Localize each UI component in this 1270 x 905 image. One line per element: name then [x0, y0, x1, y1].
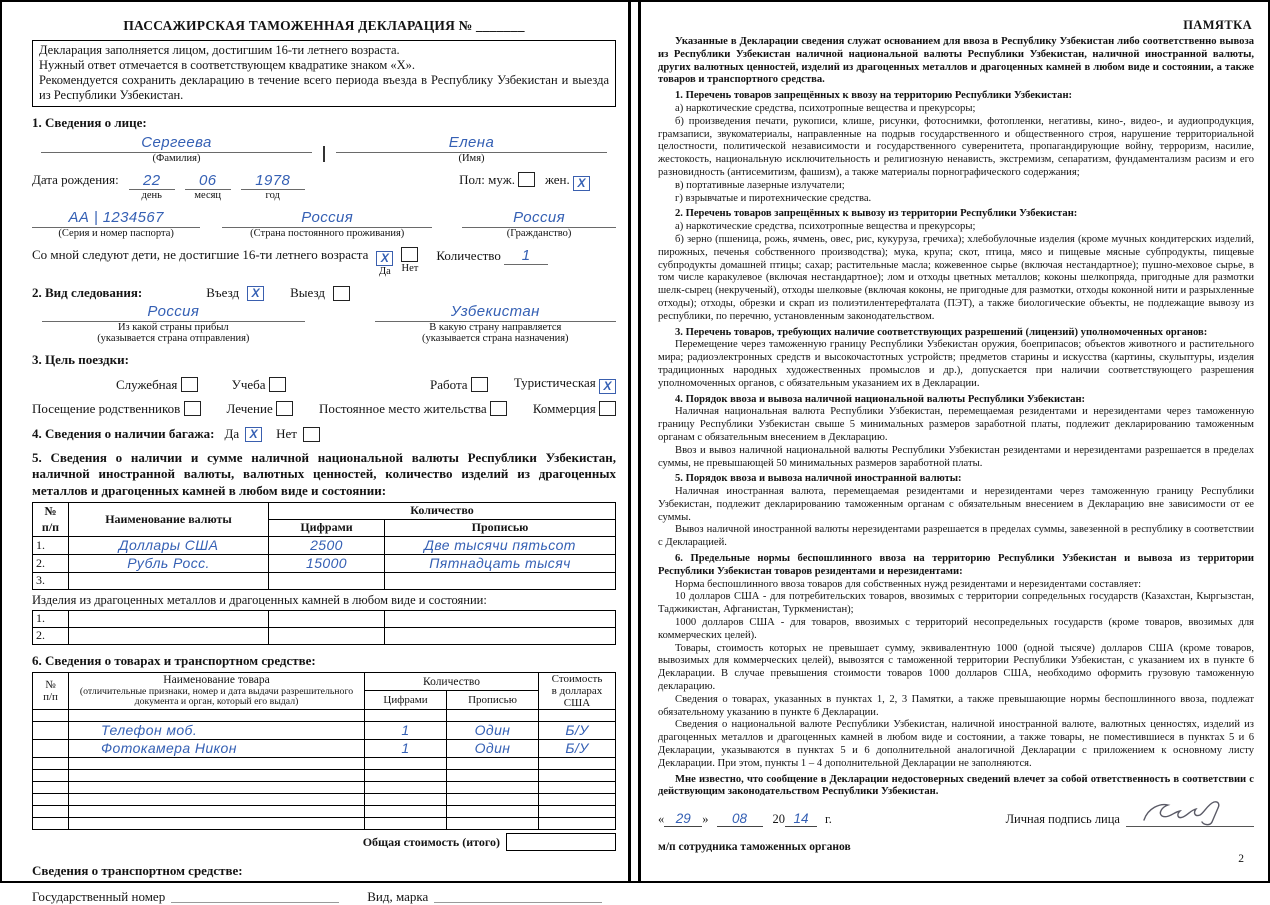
- children-yes: [376, 247, 393, 277]
- goods-words-value[interactable]: Один: [474, 722, 511, 739]
- goods-cell[interactable]: [365, 794, 447, 806]
- goods-cell[interactable]: [539, 818, 616, 830]
- from-country-value[interactable]: Россия: [147, 303, 200, 320]
- section2-row: [32, 285, 616, 301]
- jewelry-label: Изделия из драгоценных металлов и драгоценных камней в любом виде и состоянии:: [32, 592, 487, 607]
- goods-cell[interactable]: [447, 794, 539, 806]
- country-row: [32, 303, 616, 344]
- birth-month-field[interactable]: [185, 172, 231, 201]
- goods-cell[interactable]: [447, 806, 539, 818]
- goods-cell[interactable]: [69, 782, 365, 794]
- row-num: 2.: [33, 554, 69, 572]
- goods-cell[interactable]: [33, 740, 69, 758]
- goods-cell[interactable]: [365, 758, 447, 770]
- name-row: [32, 134, 616, 164]
- goods-cell[interactable]: [365, 806, 447, 818]
- entry-label: Въезд: [206, 285, 240, 300]
- children-label: Со мной следуют дети, не достигшие 16-ти летнего возраста: [32, 247, 369, 262]
- goods-words-cell[interactable]: [447, 722, 539, 740]
- currency-row: [33, 554, 616, 572]
- from-caption2: (указывается страна отправления): [97, 333, 250, 344]
- goods-digits-cell[interactable]: [365, 722, 447, 740]
- passport-value[interactable]: АА | 1234567: [68, 209, 164, 226]
- goods-col-num: № п/п: [33, 672, 69, 709]
- goods-cell[interactable]: [365, 782, 447, 794]
- sex-label: Пол:: [459, 172, 485, 187]
- currency-words-value[interactable]: Две тысячи пятьсот: [424, 536, 576, 553]
- signature-scribble: [1138, 798, 1238, 828]
- date-century: 20: [772, 812, 785, 827]
- jewelry-name-cell[interactable]: [69, 610, 269, 627]
- currency-name-cell[interactable]: [69, 554, 269, 572]
- row-num: 1.: [33, 610, 69, 627]
- goods-row: [33, 740, 616, 758]
- purpose-work-checkbox[interactable]: [471, 377, 488, 392]
- children-yes-checkbox[interactable]: X: [376, 251, 393, 266]
- goods-col-cost: Стоимость в долларах США: [539, 672, 616, 709]
- goods-row: [33, 794, 616, 806]
- memo-item: в) портативные лазерные излучатели;: [675, 179, 845, 191]
- memo-notice: Мне известно, что сообщение в Декларации недостоверных сведений влечет за собой ответственность в соответствии с действующим законодательством Республики Узбекистан.: [658, 773, 1254, 798]
- section3-title: 3. Цель поездки:: [32, 352, 129, 367]
- goods-digits-value[interactable]: 1: [401, 740, 410, 757]
- purpose-relatives-checkbox[interactable]: [184, 401, 201, 416]
- goods-cell[interactable]: [33, 770, 69, 782]
- surname-value[interactable]: Сергеева: [141, 134, 212, 151]
- memo-section2-heading: 2. Перечень товаров запрещённых к вывозу из территории Республики Узбекистан:: [675, 208, 1078, 220]
- memo-section3-heading: 3. Перечень товаров, требующих наличие соответствующих разрешений (лицензий) уполномоченных органов:: [675, 326, 1208, 338]
- citizenship-caption: (Гражданство): [506, 228, 572, 239]
- section5-title: 5. Сведения о наличии и сумме наличной национальной валюты Республики Узбекистан, наличной иностранной валюты, валютных ценностей, количество изделий из драгоценных металлов и драгоценных камней в любом виде и состоянии:: [32, 450, 616, 498]
- goods-cell[interactable]: [539, 806, 616, 818]
- currency-words-value[interactable]: Пятнадцать тысяч: [429, 554, 571, 571]
- passport-row: [32, 209, 616, 239]
- date-year-value[interactable]: 14: [785, 811, 817, 827]
- signature-label: Личная подпись лица: [1005, 812, 1120, 827]
- goods-table: [32, 672, 616, 830]
- firstname-field[interactable]: [327, 134, 616, 164]
- goods-cell[interactable]: [539, 710, 616, 722]
- baggage-yes-checkbox[interactable]: X: [245, 427, 262, 442]
- baggage-no-checkbox[interactable]: [303, 427, 320, 442]
- sex-female-checkbox[interactable]: X: [573, 176, 590, 191]
- purpose-business-label: Служебная: [116, 376, 178, 392]
- memo-paragraph: Сведения о национальной валюте Республики Узбекистан, наличной иностранной валюте, валютных ценностях, изделий из драгоценных металлов и драгоценных камней в любом виде и состоянии, а также товары, не поместившиеся в пунктах 5 и 6 Декларации, указываются в пунктах 5 и 6 дополнительной аналогичной Декларации с приложением к основному листу Декларации. При этом, пункты 1 – 4 дополнительной Декларации не заполняются.: [658, 719, 1254, 769]
- intro-line: Рекомендуется сохранить декларацию в течение всего периода въезда в Республику Узбекистан и выезда из Республики Узбекистан.: [39, 73, 609, 102]
- purpose-tourism-label: Туристическая: [513, 375, 596, 390]
- goods-cell[interactable]: [69, 758, 365, 770]
- total-row: [32, 833, 616, 851]
- exit-label: Выезд: [290, 285, 325, 300]
- goods-cost-value[interactable]: Б/У: [565, 722, 589, 739]
- goods-cell[interactable]: [447, 758, 539, 770]
- currency-col-digits: Цифрами: [269, 519, 385, 536]
- memo-paragraph: 1000 долларов США - для товаров, ввозимых с территорий несопредельных государств (кроме товаров, ввозимых для коммерческих целей).: [658, 617, 1254, 641]
- form-number-blank[interactable]: _______: [476, 18, 525, 33]
- day-caption: день: [141, 190, 162, 201]
- signature-field[interactable]: [1126, 808, 1254, 827]
- intro-line: Нужный ответ отмечается в соответствующем квадратике знаком «Х».: [39, 58, 416, 72]
- row-num: 2.: [33, 627, 69, 644]
- memo-section6-heading: 6. Предельные нормы беспошлинного ввоза на территорию Республики Узбекистан и вывоза из территории Республики Узбекистан товаров резидентами и нерезидентами:: [658, 553, 1254, 577]
- vehicle-kind-label: Вид, марка: [367, 889, 429, 905]
- purpose-commerce-label: Коммерция: [532, 401, 596, 416]
- to-caption1: В какую страну направляется: [429, 322, 562, 333]
- passport-caption: (Серия и номер паспорта): [58, 228, 174, 239]
- firstname-value[interactable]: Елена: [448, 134, 495, 151]
- section6-title: 6. Сведения о товарах и транспортном средстве:: [32, 652, 316, 668]
- count-label: Количество: [436, 248, 501, 263]
- goods-cell[interactable]: [447, 710, 539, 722]
- goods-cell[interactable]: [33, 794, 69, 806]
- date-day-value[interactable]: 29: [664, 811, 702, 827]
- sex-female-label: жен.: [544, 172, 570, 187]
- goods-cell[interactable]: [447, 782, 539, 794]
- passport-field[interactable]: [32, 209, 200, 239]
- memo-section5-heading: 5. Порядок ввоза и вывоза наличной иностранной валюты:: [675, 473, 962, 485]
- goods-col-qty: Количество: [365, 672, 539, 691]
- entry-checkbox[interactable]: X: [247, 286, 264, 301]
- exit-checkbox[interactable]: [333, 286, 350, 301]
- currency-col-words: Прописью: [385, 519, 616, 536]
- goods-cell[interactable]: [539, 758, 616, 770]
- yes-caption: Да: [378, 266, 391, 277]
- memo-item: а) наркотические средства, психотропные вещества и прекурсоры;: [675, 221, 976, 233]
- currency-digits-cell[interactable]: [269, 572, 385, 589]
- children-row: [32, 247, 616, 277]
- goods-cell[interactable]: [33, 722, 69, 740]
- currency-words-cell[interactable]: [385, 536, 616, 554]
- goods-col-words: Прописью: [447, 691, 539, 710]
- currency-name-cell[interactable]: [69, 536, 269, 554]
- declaration-page: [2, 2, 628, 905]
- jewelry-name-cell[interactable]: [69, 627, 269, 644]
- sex-male-label: муж.: [488, 172, 515, 187]
- currency-col-num2: п/п: [33, 519, 69, 536]
- currency-row: [33, 572, 616, 589]
- goods-row: [33, 770, 616, 782]
- surname-caption: (Фамилия): [152, 153, 201, 164]
- goods-cell[interactable]: [33, 710, 69, 722]
- purpose-residence-label: Постоянное место жительства: [318, 401, 487, 416]
- purpose-commerce-checkbox[interactable]: [599, 401, 616, 416]
- goods-cell[interactable]: [365, 770, 447, 782]
- residence-field[interactable]: [222, 209, 432, 239]
- goods-name-cell[interactable]: [69, 740, 365, 758]
- section1-title: 1. Сведения о лице:: [32, 115, 147, 130]
- date-month-value[interactable]: 08: [717, 811, 763, 827]
- count-value[interactable]: 1: [521, 247, 531, 264]
- purpose-work-label: Работа: [430, 376, 468, 392]
- currency-digits-value[interactable]: 15000: [306, 554, 347, 571]
- goods-col-name: Наименование товара (отличительные признаки, номер и дата выдачи разрешительного документа и орган, который его выдал): [69, 672, 365, 709]
- currency-col-num: №: [33, 502, 69, 519]
- birth-year-value[interactable]: 1978: [255, 172, 291, 189]
- memo-paragraph: Вывоз наличной иностранной валюты нерезидентами разрешается в пределах суммы, завезенной в республику в соответствии с Декларацией.: [658, 524, 1254, 549]
- intro-box: [32, 40, 616, 107]
- memo-section4-heading: 4. Порядок ввоза и вывоза наличной национальной валюты Республики Узбекистан:: [675, 393, 1086, 405]
- section4-title: 4. Сведения о наличии багажа:: [32, 426, 215, 441]
- date-open-quote: «: [658, 812, 665, 827]
- goods-row: [33, 818, 616, 830]
- baggage-no-label: Нет: [276, 426, 297, 441]
- jewelry-row: [33, 627, 616, 644]
- year-caption: год: [265, 190, 280, 201]
- name-separator: [323, 146, 325, 162]
- transport-title: Сведения о транспортном средстве:: [32, 863, 243, 879]
- goods-cell[interactable]: [447, 770, 539, 782]
- memo-title: ПАМЯТКА: [1183, 18, 1252, 32]
- goods-cell[interactable]: [539, 782, 616, 794]
- memo-item: б) зерно (пшеница, рожь, ячмень, овес, рис, кукуруза, гречиха); хлебобулочные изделия (кроме мучных кондитерских изделий, пирожных, печенья собственного производства); мука, крупа; скот, птица, мясо и пищевые мясные субпродукты, пищевые субпродукты домашней птицы; сахар; растительные масла; кожевенное сырье (включая нестандартное); пушно-меховое сырье, в том числе каракулевое (включая нестандартное); лом и отходы цветных металлов; коконы шелкопряда, пригодные для размотки шелк-сырец (некрученый), отходы шелковые (включая коконы, не пригодные для размотки, отходы коконной нити и разрыхленные отходы); отходы, обрезки и скрап из полиэтилентерефталата (ПЭТ), а также биологические объекты, не подлежащие вывозу из республики, по перечню, установленным законодательством.: [658, 233, 1254, 322]
- section2-title: 2. Вид следования:: [32, 285, 143, 300]
- memo-paragraph: Наличная иностранная валюта, перемещаемая резидентами и нерезидентами через таможенную границу Республики Узбекистан, подлежит декларированию таможенным органам с обязательным внесением в Декларацию вне зависимости от ее суммы.: [658, 486, 1254, 523]
- goods-name-cell[interactable]: [69, 722, 365, 740]
- currency-col-qty: Количество: [269, 502, 616, 519]
- memo-item: а) наркотические средства, психотропные вещества и прекурсоры;: [675, 102, 976, 114]
- citizenship-value[interactable]: Россия: [513, 209, 565, 226]
- purpose-relatives-label: Посещение родственников: [32, 401, 181, 416]
- goods-cost-value[interactable]: Б/У: [565, 740, 589, 757]
- memo-paragraph: Норма беспошлинного ввоза товаров для собственных нужд резидентами и нерезидентами составляет:: [675, 578, 1142, 590]
- goods-cost-cell[interactable]: [539, 722, 616, 740]
- vehicle-kind-field[interactable]: [434, 889, 602, 903]
- goods-row: [33, 782, 616, 794]
- gov-number-field[interactable]: [171, 889, 339, 903]
- jewelry-words-cell[interactable]: [385, 610, 616, 627]
- memo-item: б) произведения печати, рукописи, клише, рисунки, фотоснимки, фотопленки, негативы, кино-, видео-, и аудиопродукция, грамзаписи, звукоматериалы, направленные на подрыв государственного и общественного строя, нарушение территориальной целостности, политической независимости и государственного суверенитета, пропагандирующие войну, терроризм, насилие, жестокость, национальную исключительность и религиозную ненависть, экстремизм, сепаратизм, фундаментализм расизм и его разновидность (антисемитизм, фашизм), а также материалы порнографического содержания;: [658, 115, 1254, 178]
- purpose-row-2: [32, 401, 616, 417]
- citizenship-field[interactable]: [462, 209, 616, 239]
- currency-table: [32, 502, 616, 590]
- currency-name-cell[interactable]: [69, 572, 269, 589]
- memo-section1-heading: 1. Перечень товаров запрещённых к ввозу на территорию Республики Узбекистан:: [675, 90, 1073, 102]
- residence-caption: (Страна постоянного проживания): [250, 228, 405, 239]
- currency-words-cell[interactable]: [385, 572, 616, 589]
- currency-digits-cell[interactable]: [269, 554, 385, 572]
- birth-day-value[interactable]: 22: [142, 172, 161, 189]
- goods-digits-value[interactable]: 1: [401, 722, 410, 739]
- goods-cell[interactable]: [69, 794, 365, 806]
- to-country-value[interactable]: Узбекистан: [450, 303, 540, 320]
- purpose-study-checkbox[interactable]: [269, 377, 286, 392]
- total-label: Общая стоимость (итого): [362, 834, 500, 849]
- currency-digits-cell[interactable]: [269, 536, 385, 554]
- section4-row: [32, 426, 616, 442]
- goods-col-digits: Цифрами: [365, 691, 447, 710]
- birth-month-value[interactable]: 06: [198, 172, 217, 189]
- children-no-checkbox[interactable]: [401, 247, 418, 262]
- sex-male-checkbox[interactable]: [518, 172, 535, 187]
- goods-row: [33, 758, 616, 770]
- goods-cell[interactable]: [33, 818, 69, 830]
- month-caption: месяц: [194, 190, 222, 201]
- jewelry-words-cell[interactable]: [385, 627, 616, 644]
- memo-paragraph: Сведения о товарах, указанных в пунктах 1, 2, 3 Памятки, а также превышающие нормы беспошлинного ввоза, подлежат обязательному указанию в пункте 6 Декларации.: [658, 693, 1254, 718]
- stamp-label: м/п сотрудника таможенных органов: [658, 841, 851, 854]
- currency-name-value[interactable]: Доллары США: [118, 536, 219, 553]
- birth-year-field[interactable]: [241, 172, 305, 201]
- memo-intro: Указанные в Декларации сведения служат основанием для ввоза в Республику Узбекистан либо соответственно вывоза из Республики Узбекистан наличной национальной валюты Республики Узбекистан, наличной иностранной валюты, других валютных ценностей, изделий из драгоценных металлов и драгоценных камней в любом виде и состоянии, а также товаров и транспортного средства.: [658, 36, 1254, 86]
- goods-cell[interactable]: [33, 758, 69, 770]
- goods-cell[interactable]: [69, 770, 365, 782]
- purpose-business-checkbox[interactable]: [181, 377, 198, 392]
- jewelry-digits-cell[interactable]: [269, 627, 385, 644]
- purpose-row-1: [32, 375, 616, 394]
- goods-cell[interactable]: [447, 818, 539, 830]
- jewelry-table: [32, 610, 616, 645]
- baggage-yes-label: Да: [224, 426, 240, 441]
- purpose-residence-checkbox[interactable]: [490, 401, 507, 416]
- goods-cell[interactable]: [365, 818, 447, 830]
- gov-number-label: Государственный номер: [32, 889, 166, 905]
- surname-field[interactable]: [32, 134, 321, 164]
- goods-cell[interactable]: [69, 806, 365, 818]
- purpose-tourism-checkbox[interactable]: X: [599, 379, 616, 394]
- date-close-quote: »: [702, 812, 709, 827]
- row-num: 3.: [33, 572, 69, 589]
- currency-words-cell[interactable]: [385, 554, 616, 572]
- purpose-treatment-checkbox[interactable]: [276, 401, 293, 416]
- memo-paragraph: Перемещение через таможенную границу Республики Узбекистан оружия, боеприпасов; объектов животного и растительного мира; радиоэлектронных средств и высокочастотных устройств; предметов старины и искусства (картины, скульптуры, изделия традиционных народных художественных промыслов и др.), допускается при наличии соответствующего разрешения уполномоченных органов, с обязательным указанием их в Декларации.: [658, 339, 1254, 389]
- signature-block: [1006, 808, 1254, 827]
- row-num: 1.: [33, 536, 69, 554]
- birthdate-label: Дата рождения:: [32, 172, 119, 187]
- no-caption: Нет: [401, 263, 419, 274]
- goods-words-value[interactable]: Один: [474, 740, 511, 757]
- purpose-study-label: Учеба: [231, 376, 266, 392]
- firstname-caption: (Имя): [458, 153, 485, 164]
- to-caption2: (указывается страна назначения): [422, 333, 569, 344]
- goods-cell[interactable]: [539, 770, 616, 782]
- goods-cell[interactable]: [33, 782, 69, 794]
- from-country-field[interactable]: [42, 303, 305, 344]
- birth-day-field[interactable]: [129, 172, 175, 201]
- page-divider: [628, 2, 641, 881]
- form-title: [32, 18, 616, 34]
- goods-cell[interactable]: [69, 710, 365, 722]
- currency-row: [33, 536, 616, 554]
- jewelry-digits-cell[interactable]: [269, 610, 385, 627]
- children-count: [436, 247, 548, 265]
- transport-fields-row: [32, 889, 616, 905]
- goods-name-value[interactable]: Фотокамера Никон: [101, 740, 237, 757]
- goods-cost-cell[interactable]: [539, 740, 616, 758]
- purpose-treatment-label: Лечение: [226, 401, 273, 416]
- memo-paragraph: Ввоз и вывоз наличной национальной валюты Республики Узбекистан резидентами и нерезидентами разрешается в пределах суммы, не превышающей 50 минимальных размеров заработной платы.: [658, 444, 1254, 469]
- residence-value[interactable]: Россия: [301, 209, 354, 226]
- memo-page: [644, 2, 1268, 881]
- jewelry-row: [33, 610, 616, 627]
- memo-paragraph: 10 долларов США - для потребительских товаров, ввозимых с территории сопредельных государств (Казахстан, Кыргызстан, Таджикистан, Афганистан, Туркменистан);: [658, 591, 1254, 616]
- to-country-field[interactable]: [375, 303, 616, 344]
- intro-line: Декларация заполняется лицом, достигшим 16-ти летнего возраста.: [39, 43, 400, 57]
- children-no: [401, 247, 418, 274]
- currency-digits-value[interactable]: 2500: [310, 536, 343, 553]
- page-number: 2: [1238, 853, 1244, 865]
- goods-digits-cell[interactable]: [365, 740, 447, 758]
- date-year-suffix: г.: [825, 812, 832, 827]
- memo-paragraph: Товары, стоимость которых не превышает сумму, эквивалентную 1000 (одной тысяче) долларов США (кроме товаров, вывозимых для коммерческих целей), вывозятся с таможенной территории Республики Узбекистан, с указанием их в пункте 6 Декларации. В случае превышения стоимости товаров 1000 долларов США, необходимо оформить грузовую таможенную декларацию.: [658, 642, 1254, 693]
- goods-cell[interactable]: [365, 710, 447, 722]
- total-value-box[interactable]: [506, 833, 616, 851]
- currency-col-name: Наименование валюты: [69, 502, 269, 536]
- currency-name-value[interactable]: Рубль Росс.: [127, 554, 210, 571]
- goods-cell[interactable]: [539, 794, 616, 806]
- goods-cell[interactable]: [33, 806, 69, 818]
- memo-item: г) взрывчатые и пиротехнические средства.: [675, 192, 872, 204]
- goods-row: [33, 710, 616, 722]
- goods-row: [33, 722, 616, 740]
- from-caption1: Из какой страны прибыл: [117, 322, 229, 333]
- goods-name-value[interactable]: Телефон моб.: [101, 722, 198, 739]
- memo-paragraph: Наличная национальная валюта Республики Узбекистан, перемещаемая резидентами и нерезидентами через таможенную границу Республики Узбекистан свыше 5 минимальных размеров заработной платы, подлежит декларированию таможенным органам с обязательным внесением в Декларацию.: [658, 406, 1254, 443]
- date-signature-row: [658, 808, 1254, 827]
- birth-row: [32, 172, 616, 201]
- goods-cell[interactable]: [69, 818, 365, 830]
- goods-row: [33, 806, 616, 818]
- sex-row: [459, 172, 616, 191]
- goods-words-cell[interactable]: [447, 740, 539, 758]
- form-title-text: ПАССАЖИРСКАЯ ТАМОЖЕННАЯ ДЕКЛАРАЦИЯ №: [123, 18, 473, 33]
